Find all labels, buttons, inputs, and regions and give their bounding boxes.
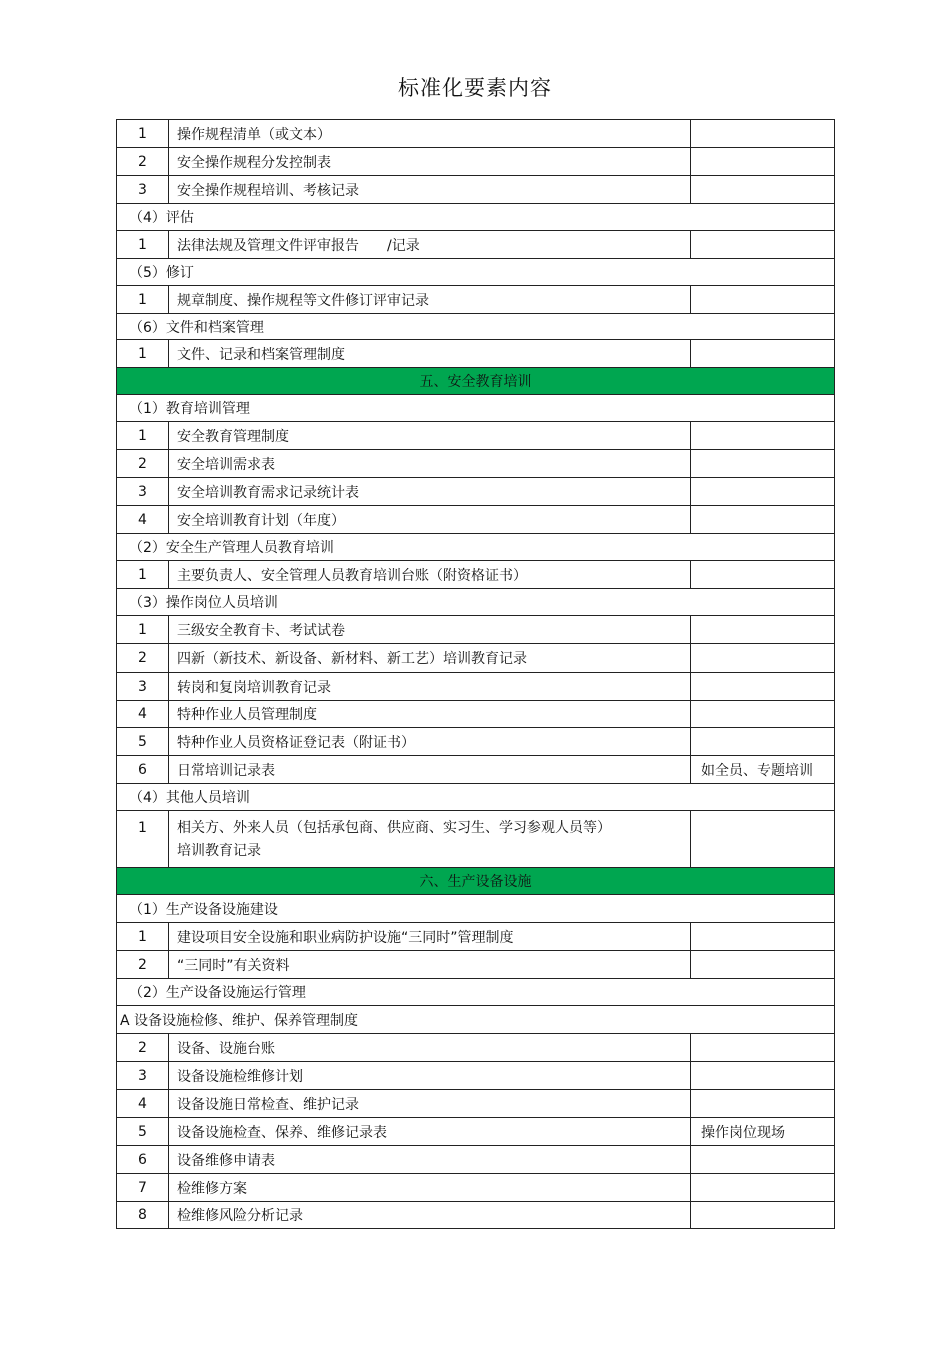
table-row [117,784,835,811]
table-row [117,673,835,701]
item-text: 文件、记录和档案管理制度 [169,340,691,368]
item-text: 安全教育管理制度 [169,422,691,450]
item-text: 特种作业人员资格证登记表（附证书） [169,728,691,756]
item-text: 法律法规及管理文件评审报告 /记录 [169,231,691,259]
subsection-header: A 设备设施检修、维护、保养管理制度 [117,1006,835,1034]
section-header: 五、安全教育培训 [117,368,835,395]
item-number: 1 [117,120,169,148]
item-text: 安全培训教育需求记录统计表 [169,478,691,506]
table-row [117,561,835,589]
item-number: 1 [117,923,169,951]
item-note [691,701,835,728]
item-number: 4 [117,701,169,728]
item-number: 3 [117,176,169,204]
subsection-header: （6）文件和档案管理 [117,314,835,340]
item-text: 三级安全教育卡、考试试卷 [169,616,691,644]
table-row [117,259,835,286]
item-note [691,951,835,979]
table-row [117,1146,835,1174]
item-note [691,450,835,478]
item-number: 2 [117,951,169,979]
item-note [691,923,835,951]
section-header: 六、生产设备设施 [117,868,835,895]
table-row [117,728,835,756]
item-number: 1 [117,231,169,259]
item-text: 安全操作规程分发控制表 [169,148,691,176]
table-row [117,231,835,259]
table-row [117,478,835,506]
item-number: 2 [117,1034,169,1062]
subsection-header: （5）修订 [117,259,835,286]
item-note [691,120,835,148]
item-text: 设备设施检查、保养、维修记录表 [169,1118,691,1146]
subsection-header: （1）生产设备设施建设 [117,895,835,923]
item-note [691,616,835,644]
table-row [117,176,835,204]
item-text: 主要负责人、安全管理人员教育培训台账（附资格证书） [169,561,691,589]
item-note [691,1202,835,1229]
table-row [117,1202,835,1229]
table-row [117,148,835,176]
item-text: 安全操作规程培训、考核记录 [169,176,691,204]
table-row [117,811,835,868]
table-row [117,314,835,340]
item-note [691,506,835,534]
table-row [117,756,835,784]
table-row [117,589,835,616]
item-note: 操作岗位现场 [691,1118,835,1146]
item-text: 设备维修申请表 [169,1146,691,1174]
table-row [117,895,835,923]
table-row [117,923,835,951]
table-row [117,1034,835,1062]
table-row [117,868,835,895]
table-row [117,368,835,395]
item-text: 建设项目安全设施和职业病防护设施“三同时”管理制度 [169,923,691,951]
item-number: 1 [117,422,169,450]
item-number: 3 [117,673,169,701]
item-note [691,148,835,176]
table-row [117,450,835,478]
item-number: 1 [117,616,169,644]
item-number: 2 [117,148,169,176]
item-note [691,1090,835,1118]
item-note [691,340,835,368]
item-number: 1 [117,811,169,868]
item-number: 3 [117,1062,169,1090]
subsection-header: （3）操作岗位人员培训 [117,589,835,616]
item-text-line: 培训教育记录 [177,843,261,859]
item-note [691,728,835,756]
item-number: 1 [117,340,169,368]
item-text: 操作规程清单（或文本） [169,120,691,148]
table-row [117,951,835,979]
table-row [117,616,835,644]
page-title: 标准化要素内容 [398,76,552,100]
table-row [117,701,835,728]
item-note [691,422,835,450]
item-text: 安全培训需求表 [169,450,691,478]
table-row [117,120,835,148]
item-number: 6 [117,756,169,784]
item-text: 规章制度、操作规程等文件修订评审记录 [169,286,691,314]
table-row [117,422,835,450]
item-note [691,644,835,673]
item-number: 8 [117,1202,169,1229]
item-number: 1 [117,561,169,589]
item-note [691,286,835,314]
item-number: 5 [117,728,169,756]
item-text: 检维修方案 [169,1174,691,1202]
table-row [117,1118,835,1146]
table-row [117,534,835,561]
subsection-header: （4）其他人员培训 [117,784,835,811]
item-text: 设备设施日常检查、维护记录 [169,1090,691,1118]
item-number: 2 [117,450,169,478]
table-row [117,979,835,1006]
table-row [117,340,835,368]
table-row [117,1090,835,1118]
item-number: 4 [117,506,169,534]
item-number: 1 [117,286,169,314]
item-number: 5 [117,1118,169,1146]
item-text [169,811,691,868]
item-note [691,1146,835,1174]
item-text: 特种作业人员管理制度 [169,701,691,728]
subsection-header: （4）评估 [117,204,835,231]
table-row [117,1062,835,1090]
item-text: “三同时”有关资料 [169,951,691,979]
item-note [691,811,835,868]
item-note: 如全员、专题培训 [691,756,835,784]
subsection-header: （1）教育培训管理 [117,395,835,422]
item-number: 7 [117,1174,169,1202]
subsection-header: （2）生产设备设施运行管理 [117,979,835,1006]
item-text: 四新（新技术、新设备、新材料、新工艺）培训教育记录 [169,644,691,673]
table-row [117,1174,835,1202]
item-text: 设备设施检维修计划 [169,1062,691,1090]
item-note [691,1062,835,1090]
item-note [691,673,835,701]
item-note [691,176,835,204]
item-text: 检维修风险分析记录 [169,1202,691,1229]
item-text: 设备、设施台账 [169,1034,691,1062]
item-note [691,478,835,506]
item-text-line: 相关方、外来人员（包括承包商、供应商、实习生、学习参观人员等） [177,820,611,836]
standardization-table [116,119,835,1229]
table-row [117,395,835,422]
item-number: 4 [117,1090,169,1118]
item-number: 3 [117,478,169,506]
table-row [117,286,835,314]
item-note [691,231,835,259]
item-note [691,1174,835,1202]
item-note [691,1034,835,1062]
table-body [117,120,835,1229]
item-note [691,561,835,589]
table-row [117,1006,835,1034]
item-text: 转岗和复岗培训教育记录 [169,673,691,701]
table-row [117,506,835,534]
table-row [117,204,835,231]
item-text: 日常培训记录表 [169,756,691,784]
subsection-header: （2）安全生产管理人员教育培训 [117,534,835,561]
table-row [117,644,835,673]
item-number: 2 [117,644,169,673]
item-number: 6 [117,1146,169,1174]
item-text: 安全培训教育计划（年度） [169,506,691,534]
